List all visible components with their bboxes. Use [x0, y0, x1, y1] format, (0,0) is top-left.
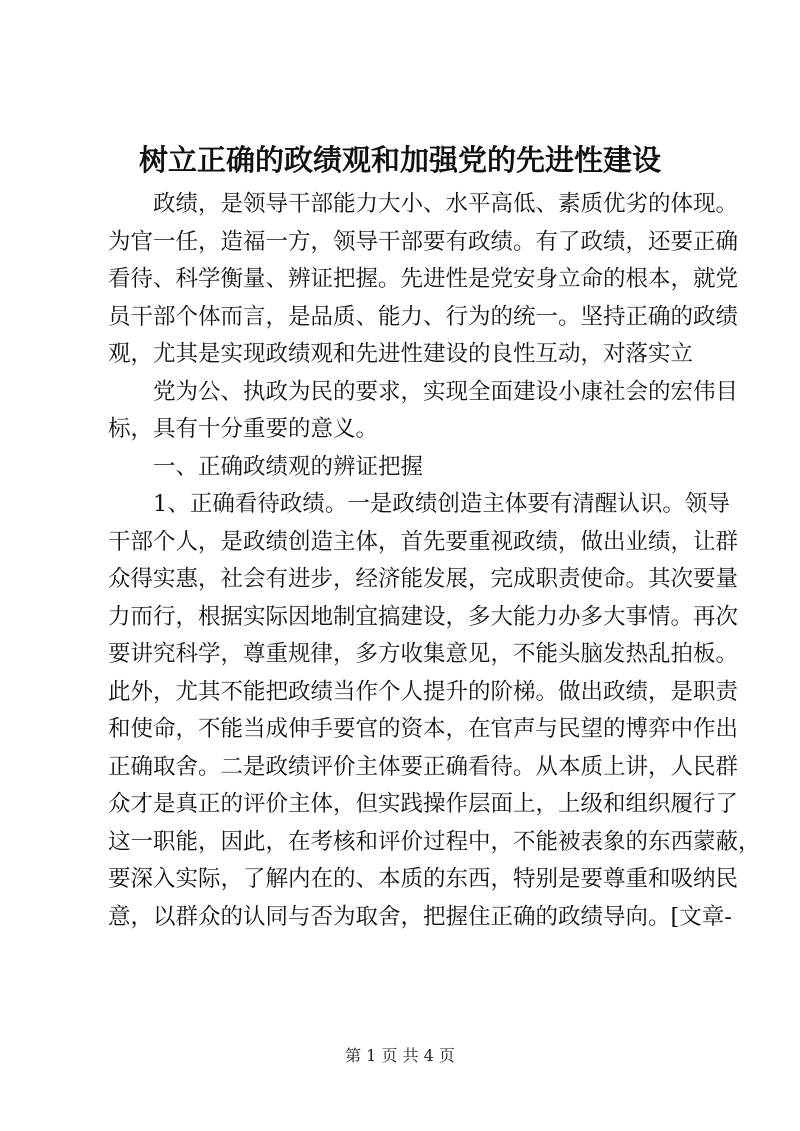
paragraph-line: 意，以群众的认同与否为取舍，把握住正确的政绩导向。[文章-: [108, 903, 732, 930]
paragraph-line: 这一职能，因此，在考核和评价过程中，不能被表象的东西蒙蔽，: [108, 828, 761, 855]
paragraph-line: 众得实惠，社会有进步，经济能发展，完成职责使命。其次要量: [108, 566, 739, 592]
paragraph-line: 此外，尤其不能把政绩当作个人提升的阶梯。做出政绩，是职责: [108, 678, 739, 705]
paragraph-line: 1、正确看待政绩。一是政绩创造主体要有清醒认识。领导: [153, 491, 730, 517]
paragraph-line: 和使命，不能当成伸手要官的资本，在官声与民望的博弈中作出: [108, 716, 739, 742]
paragraph-line: 为官一任，造福一方，领导干部要有政绩。有了政绩，还要正确: [108, 228, 739, 255]
document-body: [108, 186, 761, 936]
paragraph-line: 正确取舍。二是政绩评价主体要正确看待。从本质上讲，人民群: [108, 753, 739, 780]
page-footer: 第 1 页 共 4 页: [345, 1046, 455, 1065]
paragraph-line: 要讲究科学，尊重规律，多方收集意见，不能头脑发热乱拍板。: [108, 641, 739, 667]
paragraph-line: 员干部个体而言，是品质、能力、行为的统一。坚持正确的政绩: [108, 303, 739, 330]
paragraph-line: 看待、科学衡量、辨证把握。先进性是党安身立命的根本，就党: [108, 266, 739, 292]
paragraph-line: 力而行，根据实际因地制宜搞建设，多大能力办多大事情。再次: [108, 603, 739, 630]
paragraph-line: 政绩，是领导干部能力大小、水平高低、素质优劣的体现。: [153, 191, 739, 217]
paragraph-line: 党为公、执政为民的要求，实现全面建设小康社会的宏伟目: [153, 378, 739, 405]
section-heading: 一、正确政绩观的辨证把握: [153, 453, 424, 480]
paragraph-line: 干部个人，是政绩创造主体，首先要重视政绩，做出业绩，让群: [108, 528, 739, 555]
paragraph-line: 观，尤其是实现政绩观和先进性建设的良性互动，对落实立: [108, 341, 694, 367]
document-title: 树立正确的政绩观和加强党的先进性建设: [138, 143, 661, 177]
paragraph-line: 标，具有十分重要的意义。: [108, 416, 379, 442]
paragraph-line: 要深入实际，了解内在的、本质的东西，特别是要尊重和吸纳民: [108, 866, 739, 892]
paragraph-line: 众才是真正的评价主体，但实践操作层面上，上级和组织履行了: [108, 791, 739, 817]
